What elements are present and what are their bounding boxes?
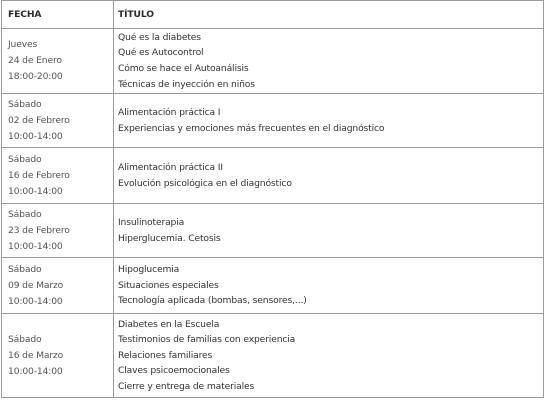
- fecha-cell: [2, 314, 114, 398]
- titulo-cell: [114, 94, 544, 148]
- schedule-table: [1, 0, 544, 398]
- table-header-row: [2, 1, 544, 29]
- topic-item: Claves psicoemocionales: [118, 365, 230, 377]
- day-label: Sábado: [8, 153, 42, 165]
- fecha-cell: [2, 148, 114, 204]
- time-label: 10:00-14:00: [8, 295, 63, 307]
- table-row: [2, 94, 544, 148]
- topic-item: Tecnología aplicada (bombas, sensores,...): [118, 295, 307, 307]
- table-row: [2, 29, 544, 94]
- day-label: Sábado: [8, 263, 42, 275]
- topic-item: Qué es la diabetes: [118, 31, 201, 43]
- titulo-cell: [114, 148, 544, 204]
- day-label: Jueves: [8, 39, 38, 50]
- date-label: 24 de Enero: [8, 55, 62, 66]
- date-label: 09 de Marzo: [8, 279, 64, 291]
- date-label: 23 de Febrero: [8, 224, 70, 236]
- topic-item: Evolución psicológica en el diagnóstico: [118, 177, 292, 189]
- topic-item: Cierre y entrega de materiales: [118, 380, 255, 392]
- topic-item: Situaciones especiales: [118, 279, 219, 291]
- titulo-cell: [114, 204, 544, 258]
- fecha-cell: [2, 29, 114, 94]
- time-label: 18:00-20:00: [8, 71, 63, 82]
- topic-item: Técnicas de inyección en niños: [118, 78, 255, 90]
- day-label: Sábado: [8, 208, 42, 220]
- date-label: 02 de Febrero: [8, 114, 70, 126]
- topic-item: Hiperglucemia. Cetosis: [118, 232, 221, 244]
- table-row: [2, 314, 544, 398]
- day-label: Sábado: [8, 98, 42, 110]
- topic-item: Cómo se hace el Autoanálisis: [118, 63, 249, 74]
- time-label: 10:00-14:00: [8, 130, 63, 142]
- fecha-cell: [2, 258, 114, 314]
- time-label: 10:00-14:00: [8, 240, 63, 252]
- table-row: [2, 204, 544, 258]
- time-label: 10:00-14:00: [8, 185, 63, 197]
- topic-item: Testimonios de familias con experiencia: [118, 334, 296, 346]
- topic-item: Relaciones familiares: [118, 349, 213, 361]
- topic-item: Alimentación práctica I: [118, 106, 221, 118]
- titulo-cell: [114, 258, 544, 314]
- titulo-cell: [114, 314, 544, 398]
- header-titulo: TÍTULO: [114, 1, 544, 29]
- topic-item: Alimentación práctica II: [118, 161, 223, 173]
- titulo-cell: [114, 29, 544, 94]
- topic-item: Hipoglucemia: [118, 264, 180, 276]
- fecha-cell: [2, 204, 114, 258]
- table-row: [2, 148, 544, 204]
- topic-item: Qué es Autocontrol: [118, 47, 204, 59]
- topic-item: Insulinoterapia: [118, 216, 185, 228]
- day-label: Sábado: [8, 333, 42, 345]
- header-fecha: FECHA: [2, 1, 114, 29]
- topic-item: Experiencias y emociones más frecuentes en el diagnóstico: [118, 122, 385, 134]
- table-row: [2, 258, 544, 314]
- date-label: 16 de Marzo: [8, 349, 64, 361]
- topic-item: Diabetes en la Escuela: [118, 318, 220, 330]
- time-label: 10:00-14:00: [8, 365, 63, 377]
- fecha-cell: [2, 94, 114, 148]
- date-label: 16 de Febrero: [8, 169, 70, 181]
